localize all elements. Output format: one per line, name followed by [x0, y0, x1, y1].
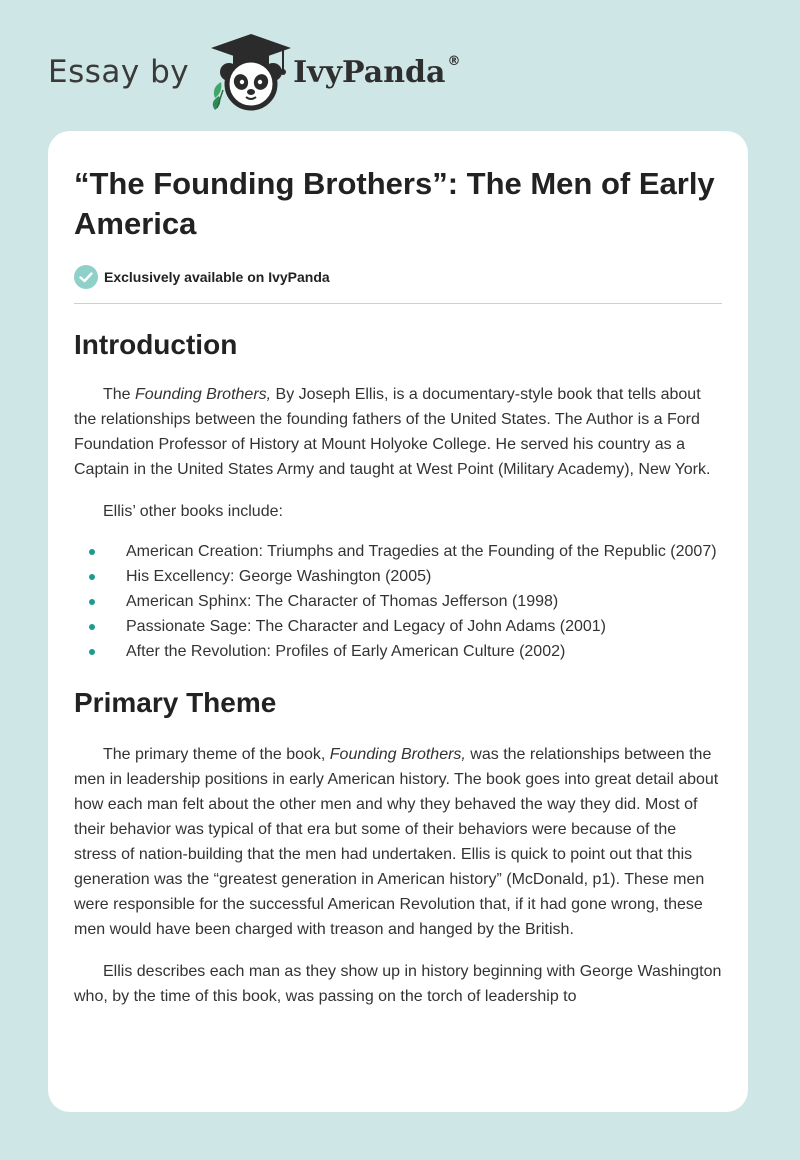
ivypanda-logo-icon[interactable]: [203, 32, 299, 112]
list-item: American Sphinx: The Character of Thomas Jefferson (1998): [126, 589, 722, 614]
registered-mark: ®: [447, 53, 461, 69]
divider: [74, 303, 722, 304]
intro-paragraph: The Founding Brothers, By Joseph Ellis, is a documentary-style book that tells about the relationships between the founding fathers of the United States. The Author is a Ford Foundation Professor of History at Mount Holyoke College. He served his country as a Captain in the United States Army and taught at West Point (Military Academy), New York.: [74, 386, 711, 478]
site-header: [48, 32, 460, 112]
book-title-italic: Founding Brothers,: [329, 746, 466, 763]
list-item: Passionate Sage: The Character and Legacy of John Adams (2001): [126, 614, 722, 639]
check-circle-icon: [74, 265, 98, 289]
article-title: “The Founding Brothers”: The Men of Early America: [74, 166, 715, 241]
exclusive-label: Exclusively available on IvyPanda: [104, 269, 330, 285]
essay-by-label: Essay by: [48, 54, 190, 90]
exclusive-badge: [74, 264, 722, 290]
theme-paragraph: The primary theme of the book, Founding Brothers, was the relationships between the men in leadership positions in early American history. The book goes into great detail about how each man felt about the other men and why they behaved the way they did. Most of their behavior was typical of that era but some of their behaviors were because of the stress of nation-building that the men had undertaken. Ellis is quick to point out that this generation was the “greatest generation in American history” (McDonald, p1). These men were responsible for the successful American Revolution that, if it had gone wrong, these men would have been charged with treason and hanged by the British.: [74, 746, 719, 938]
books-list: [74, 539, 722, 664]
theme-paragraph-continued: Ellis describes each man as they show up in history beginning with George Washington who, by the time of this book, was passing on the torch of leadership to: [74, 963, 722, 1005]
books-intro-paragraph: Ellis’ other books include:: [103, 503, 283, 520]
list-item: After the Revolution: Profiles of Early American Culture (2002): [126, 639, 722, 664]
book-title-italic: Founding Brothers,: [135, 386, 272, 403]
list-item: American Creation: Triumphs and Tragedies at the Founding of the Republic (2007): [126, 539, 722, 564]
section-heading-primary-theme: Primary Theme: [74, 687, 277, 718]
section-heading-introduction: Introduction: [74, 329, 238, 360]
list-item: His Excellency: George Washington (2005): [126, 564, 722, 589]
brand-name[interactable]: IvyPanda ®: [293, 53, 461, 90]
article-card: [48, 131, 748, 1112]
